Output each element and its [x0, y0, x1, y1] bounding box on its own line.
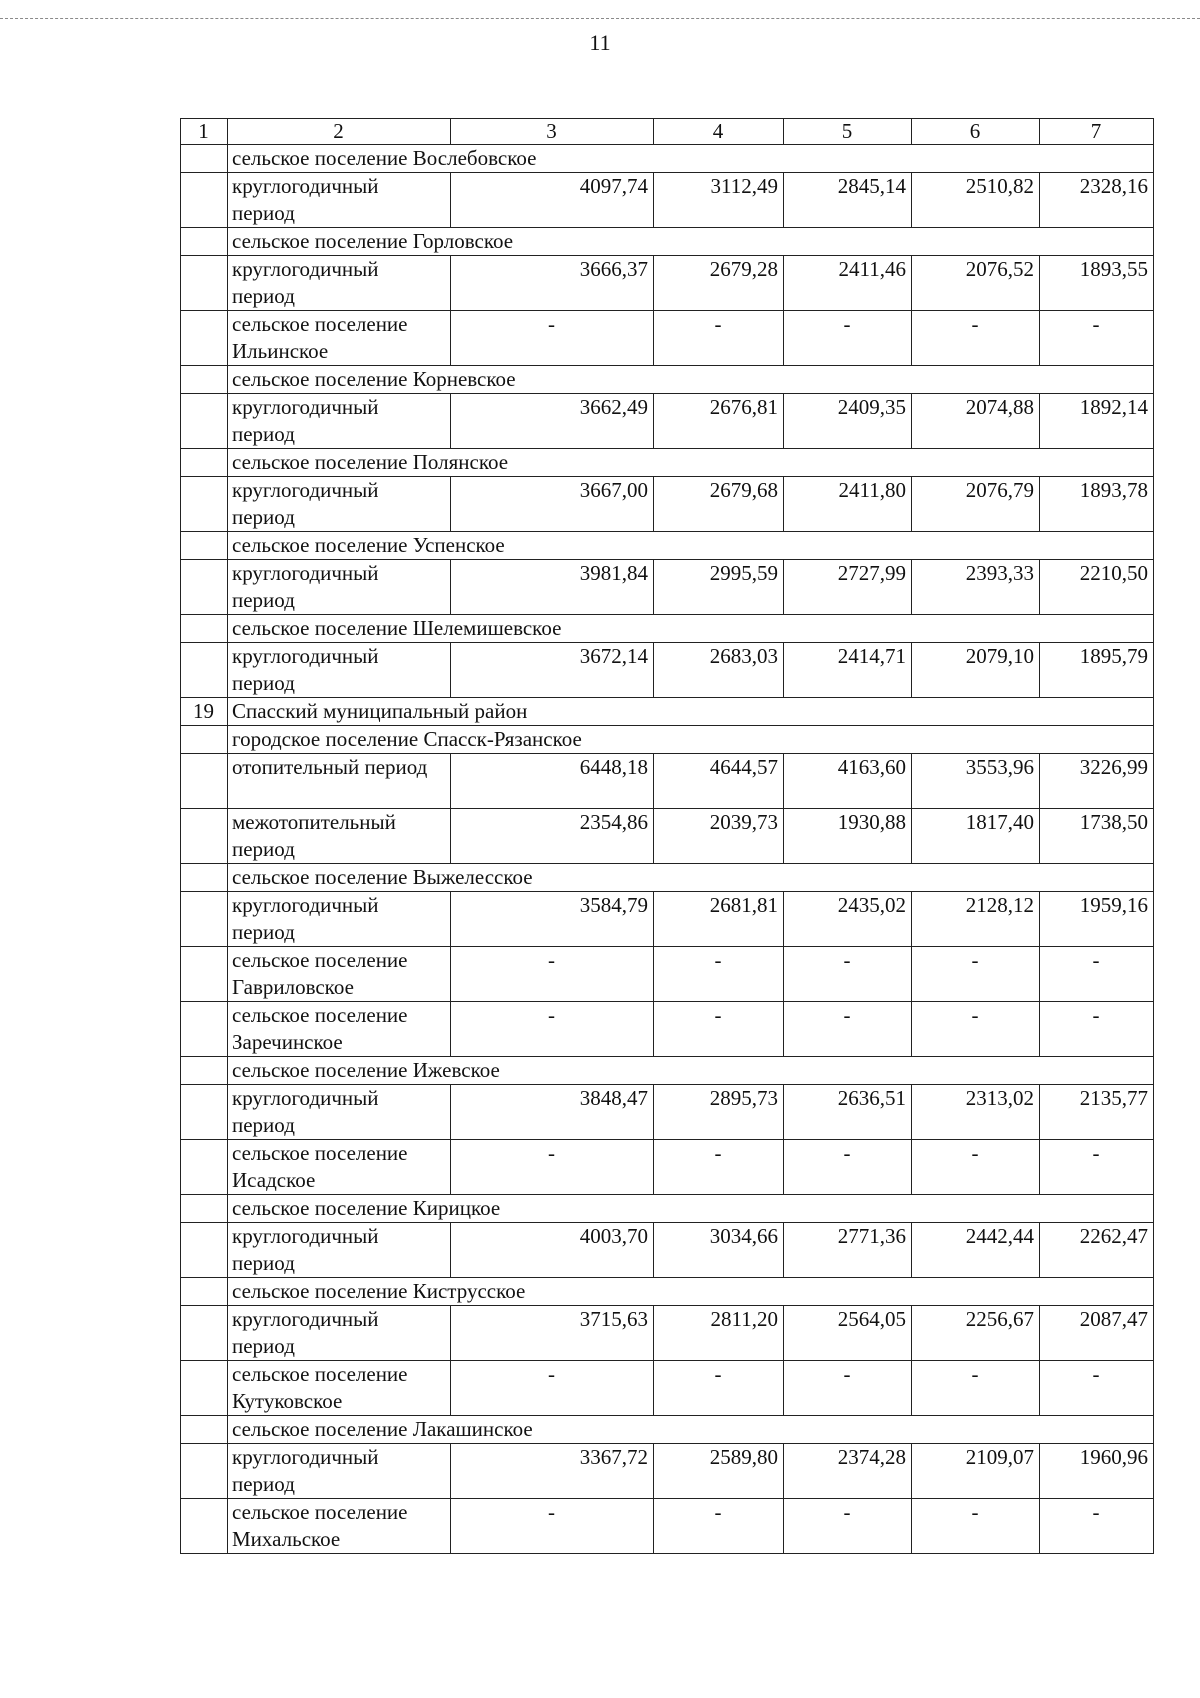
value-cell: -: [451, 1002, 654, 1057]
value-cell: -: [784, 311, 912, 366]
row-index-cell: [181, 311, 228, 366]
value-cell: 2683,03: [654, 643, 784, 698]
value-cell: -: [1040, 1499, 1154, 1554]
settlement-name: сельское поселение Ижевское: [228, 1057, 1154, 1085]
settlement-name: сельское поселение Вослебовское: [228, 145, 1154, 173]
value-cell: 4644,57: [654, 754, 784, 809]
header-cell: 3: [451, 119, 654, 145]
data-row: [181, 1140, 1154, 1195]
header-cell: 4: [654, 119, 784, 145]
value-cell: -: [1040, 1361, 1154, 1416]
value-cell: -: [784, 1361, 912, 1416]
value-cell: 6448,18: [451, 754, 654, 809]
data-row: [181, 173, 1154, 228]
value-cell: 4097,74: [451, 173, 654, 228]
value-cell: 1817,40: [912, 809, 1040, 864]
value-cell: -: [912, 1499, 1040, 1554]
group-row: [181, 1416, 1154, 1444]
value-cell: 2109,07: [912, 1444, 1040, 1499]
value-cell: 4003,70: [451, 1223, 654, 1278]
header-cell: 7: [1040, 119, 1154, 145]
group-row: [181, 864, 1154, 892]
value-cell: 2374,28: [784, 1444, 912, 1499]
header-cell: 5: [784, 119, 912, 145]
value-cell: 2845,14: [784, 173, 912, 228]
data-row: [181, 394, 1154, 449]
value-cell: 2393,33: [912, 560, 1040, 615]
period-label: круглогодичный период: [228, 1223, 451, 1278]
value-cell: 2727,99: [784, 560, 912, 615]
row-index-cell: [181, 1140, 228, 1195]
value-cell: 1738,50: [1040, 809, 1154, 864]
value-cell: -: [912, 947, 1040, 1002]
row-index-cell: [181, 1223, 228, 1278]
value-cell: -: [1040, 1002, 1154, 1057]
value-cell: 2995,59: [654, 560, 784, 615]
value-cell: 2442,44: [912, 1223, 1040, 1278]
value-cell: -: [1040, 1140, 1154, 1195]
value-cell: 1893,55: [1040, 256, 1154, 311]
value-cell: 2411,80: [784, 477, 912, 532]
data-row: [181, 1223, 1154, 1278]
group-row: [181, 1195, 1154, 1223]
data-row: [181, 1444, 1154, 1499]
settlement-name: сельское поселение Полянское: [228, 449, 1154, 477]
settlement-name: сельское поселение Киструсское: [228, 1278, 1154, 1306]
group-row: [181, 366, 1154, 394]
value-cell: 2087,47: [1040, 1306, 1154, 1361]
row-index-cell: [181, 560, 228, 615]
value-cell: -: [784, 1140, 912, 1195]
value-cell: 2210,50: [1040, 560, 1154, 615]
data-row: [181, 1499, 1154, 1554]
value-cell: 2079,10: [912, 643, 1040, 698]
settlement-name: сельское поселение Выжелесское: [228, 864, 1154, 892]
row-index-cell: [181, 947, 228, 1002]
period-label: сельское поселение Гавриловское: [228, 947, 451, 1002]
period-label: сельское поселение Исадское: [228, 1140, 451, 1195]
period-label: круглогодичный период: [228, 643, 451, 698]
value-cell: 3584,79: [451, 892, 654, 947]
value-cell: 2811,20: [654, 1306, 784, 1361]
value-cell: -: [912, 1140, 1040, 1195]
value-cell: 2074,88: [912, 394, 1040, 449]
value-cell: 3662,49: [451, 394, 654, 449]
data-row: [181, 256, 1154, 311]
period-label: круглогодичный период: [228, 394, 451, 449]
period-label: круглогодичный период: [228, 477, 451, 532]
row-index-cell: 19: [181, 698, 228, 726]
settlement-name: городское поселение Спасск-Рязанское: [228, 726, 1154, 754]
data-row: [181, 1002, 1154, 1057]
value-cell: 2411,46: [784, 256, 912, 311]
row-index-cell: [181, 864, 228, 892]
period-label: круглогодичный период: [228, 892, 451, 947]
value-cell: 3367,72: [451, 1444, 654, 1499]
data-row: [181, 1361, 1154, 1416]
value-cell: -: [912, 1361, 1040, 1416]
data-row: [181, 643, 1154, 698]
value-cell: 2256,67: [912, 1306, 1040, 1361]
value-cell: -: [451, 947, 654, 1002]
value-cell: 2262,47: [1040, 1223, 1154, 1278]
group-row: [181, 1057, 1154, 1085]
page-number: 11: [589, 30, 611, 55]
header-cell: 6: [912, 119, 1040, 145]
value-cell: 2564,05: [784, 1306, 912, 1361]
row-index-cell: [181, 615, 228, 643]
value-cell: 2679,68: [654, 477, 784, 532]
period-label: круглогодичный период: [228, 560, 451, 615]
row-index-cell: [181, 1499, 228, 1554]
row-index-cell: [181, 726, 228, 754]
period-label: сельское поселение Кутуковское: [228, 1361, 451, 1416]
value-cell: 2681,81: [654, 892, 784, 947]
data-row: [181, 809, 1154, 864]
value-cell: -: [1040, 947, 1154, 1002]
value-cell: -: [451, 1140, 654, 1195]
data-row: [181, 560, 1154, 615]
row-index-cell: [181, 643, 228, 698]
settlement-name: сельское поселение Лакашинское: [228, 1416, 1154, 1444]
group-row: [181, 532, 1154, 560]
row-index-cell: [181, 1002, 228, 1057]
data-row: [181, 1306, 1154, 1361]
value-cell: 2409,35: [784, 394, 912, 449]
value-cell: -: [654, 1002, 784, 1057]
group-row: [181, 449, 1154, 477]
row-index-cell: [181, 394, 228, 449]
value-cell: 3672,14: [451, 643, 654, 698]
value-cell: 3112,49: [654, 173, 784, 228]
value-cell: -: [1040, 311, 1154, 366]
period-label: сельское поселение Заречинское: [228, 1002, 451, 1057]
value-cell: 2354,86: [451, 809, 654, 864]
row-index-cell: [181, 477, 228, 532]
group-row: [181, 228, 1154, 256]
period-label: сельское поселение Ильинское: [228, 311, 451, 366]
data-row: [181, 1085, 1154, 1140]
row-index-cell: [181, 145, 228, 173]
period-label: сельское поселение Михальское: [228, 1499, 451, 1554]
value-cell: -: [784, 1499, 912, 1554]
row-index-cell: [181, 228, 228, 256]
value-cell: 2039,73: [654, 809, 784, 864]
row-index-cell: [181, 532, 228, 560]
period-label: круглогодичный период: [228, 1085, 451, 1140]
header-row: [181, 119, 1154, 145]
district-name: Спасский муниципальный район: [228, 698, 1154, 726]
value-cell: 2636,51: [784, 1085, 912, 1140]
header-cell: 2: [228, 119, 451, 145]
value-cell: 2679,28: [654, 256, 784, 311]
value-cell: -: [451, 1361, 654, 1416]
settlement-name: сельское поселение Корневское: [228, 366, 1154, 394]
row-index-cell: [181, 256, 228, 311]
group-row: [181, 145, 1154, 173]
value-cell: 3034,66: [654, 1223, 784, 1278]
value-cell: -: [654, 1499, 784, 1554]
value-cell: 2895,73: [654, 1085, 784, 1140]
value-cell: 4163,60: [784, 754, 912, 809]
value-cell: 3848,47: [451, 1085, 654, 1140]
value-cell: -: [912, 1002, 1040, 1057]
value-cell: 1930,88: [784, 809, 912, 864]
value-cell: 2076,79: [912, 477, 1040, 532]
table-body: [181, 119, 1154, 1554]
row-index-cell: [181, 173, 228, 228]
data-row: [181, 947, 1154, 1002]
value-cell: -: [784, 947, 912, 1002]
value-cell: 1892,14: [1040, 394, 1154, 449]
row-index-cell: [181, 449, 228, 477]
value-cell: 3666,37: [451, 256, 654, 311]
data-row: [181, 477, 1154, 532]
tariff-table: [180, 118, 1154, 1554]
period-label: круглогодичный период: [228, 1306, 451, 1361]
group-row: [181, 1278, 1154, 1306]
group-row: [181, 615, 1154, 643]
settlement-name: сельское поселение Кирицкое: [228, 1195, 1154, 1223]
value-cell: 2676,81: [654, 394, 784, 449]
value-cell: 2435,02: [784, 892, 912, 947]
value-cell: 2510,82: [912, 173, 1040, 228]
value-cell: -: [451, 1499, 654, 1554]
value-cell: 2128,12: [912, 892, 1040, 947]
row-index-cell: [181, 1278, 228, 1306]
row-index-cell: [181, 809, 228, 864]
period-label: отопительный период: [228, 754, 451, 809]
value-cell: 3226,99: [1040, 754, 1154, 809]
value-cell: -: [654, 1361, 784, 1416]
row-index-cell: [181, 1444, 228, 1499]
period-label: межотопительный период: [228, 809, 451, 864]
value-cell: -: [912, 311, 1040, 366]
data-row: [181, 892, 1154, 947]
value-cell: 2414,71: [784, 643, 912, 698]
value-cell: 1959,16: [1040, 892, 1154, 947]
value-cell: 2313,02: [912, 1085, 1040, 1140]
row-index-cell: [181, 1361, 228, 1416]
period-label: круглогодичный период: [228, 1444, 451, 1499]
row-index-cell: [181, 1057, 228, 1085]
row-index-cell: [181, 1306, 228, 1361]
value-cell: 1895,79: [1040, 643, 1154, 698]
header-cell: 1: [181, 119, 228, 145]
value-cell: 2076,52: [912, 256, 1040, 311]
row-index-cell: [181, 754, 228, 809]
row-index-cell: [181, 1085, 228, 1140]
value-cell: 3715,63: [451, 1306, 654, 1361]
scan-artifact-line: [0, 18, 1200, 19]
data-row: [181, 754, 1154, 809]
value-cell: 3553,96: [912, 754, 1040, 809]
section-row: [181, 698, 1154, 726]
value-cell: -: [654, 947, 784, 1002]
value-cell: -: [784, 1002, 912, 1057]
value-cell: 2135,77: [1040, 1085, 1154, 1140]
period-label: круглогодичный период: [228, 256, 451, 311]
value-cell: 2589,80: [654, 1444, 784, 1499]
value-cell: 2771,36: [784, 1223, 912, 1278]
row-index-cell: [181, 1416, 228, 1444]
row-index-cell: [181, 1195, 228, 1223]
value-cell: 1893,78: [1040, 477, 1154, 532]
data-row: [181, 311, 1154, 366]
value-cell: -: [654, 1140, 784, 1195]
settlement-name: сельское поселение Успенское: [228, 532, 1154, 560]
value-cell: 1960,96: [1040, 1444, 1154, 1499]
value-cell: -: [451, 311, 654, 366]
value-cell: 3981,84: [451, 560, 654, 615]
value-cell: 3667,00: [451, 477, 654, 532]
row-index-cell: [181, 366, 228, 394]
period-label: круглогодичный период: [228, 173, 451, 228]
settlement-name: сельское поселение Шелемишевское: [228, 615, 1154, 643]
value-cell: 2328,16: [1040, 173, 1154, 228]
value-cell: -: [654, 311, 784, 366]
row-index-cell: [181, 892, 228, 947]
group-row: [181, 726, 1154, 754]
settlement-name: сельское поселение Горловское: [228, 228, 1154, 256]
